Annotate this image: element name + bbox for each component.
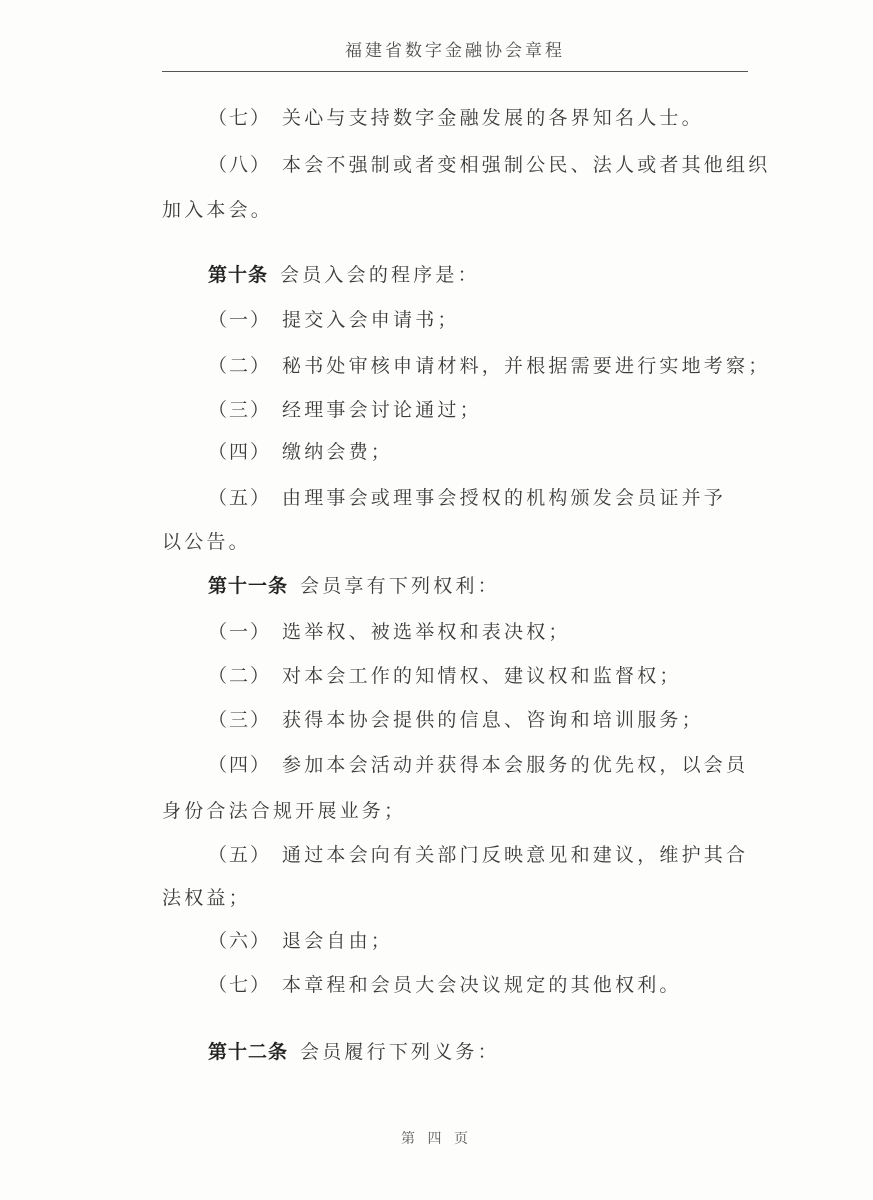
list-item [208, 103, 808, 133]
item-marker: （二） [208, 665, 272, 687]
item-marker: （七） [208, 974, 272, 996]
item-text: 秘书处审核申请材料，并根据需要进行实地考察； [282, 355, 771, 377]
item-text: 本章程和会员大会决议规定的其他权利。 [282, 974, 682, 996]
item-marker: （三） [208, 399, 272, 421]
item-text: 提交入会申请书； [282, 309, 460, 331]
list-item [208, 661, 808, 691]
item-text: 加入本会。 [162, 199, 274, 221]
article-number: 第十条 [208, 264, 269, 286]
item-marker: （五） [208, 487, 272, 509]
continuation-line [162, 883, 762, 913]
item-text: 获得本协会提供的信息、咨询和培训服务； [282, 709, 704, 731]
item-text: 本会不强制或者变相强制公民、法人或者其他组织 [282, 154, 771, 176]
continuation-line [162, 796, 762, 826]
list-item [208, 705, 808, 735]
item-text: 缴纳会费； [282, 441, 394, 463]
item-marker: （八） [208, 154, 272, 176]
item-marker: （三） [208, 709, 272, 731]
list-item [208, 150, 808, 180]
item-marker: （二） [208, 355, 272, 377]
list-item [208, 617, 808, 647]
item-marker: （七） [208, 107, 272, 129]
item-text: 由理事会或理事会授权的机构颁发会员证并予 [282, 487, 727, 509]
continuation-line [162, 195, 762, 225]
item-text: 通过本会向有关部门反映意见和建议，维护其合 [282, 844, 749, 866]
list-item [208, 970, 808, 1000]
article-text: 会员享有下列权利： [300, 575, 500, 597]
item-text: 参加本会活动并获得本会服务的优先权，以会员 [282, 754, 749, 776]
header-title: 福建省数字金融协会章程 [345, 41, 565, 61]
item-text: 退会自由； [282, 930, 394, 952]
continuation-line [162, 527, 762, 557]
article-heading [208, 1037, 808, 1067]
list-item [208, 395, 808, 425]
article-heading [208, 571, 808, 601]
article-number: 第十二条 [208, 1041, 289, 1063]
list-item [208, 305, 808, 335]
list-item [208, 437, 808, 467]
page-number: 第 四 页 [401, 1131, 472, 1147]
item-text: 选举权、被选举权和表决权； [282, 621, 571, 643]
article-text: 会员入会的程序是： [280, 264, 480, 286]
item-marker: （六） [208, 930, 272, 952]
item-text: 经理事会讨论通过； [282, 399, 482, 421]
item-text: 身份合法合规开展业务； [162, 800, 407, 822]
article-text: 会员履行下列义务： [300, 1041, 500, 1063]
item-text: 法权益； [162, 887, 251, 909]
list-item [208, 840, 808, 870]
list-item [208, 351, 808, 381]
header-rule [162, 71, 748, 72]
item-text: 关心与支持数字金融发展的各界知名人士。 [282, 107, 704, 129]
list-item [208, 926, 808, 956]
list-item [208, 750, 808, 780]
item-text: 以公告。 [162, 531, 251, 553]
article-heading [208, 260, 808, 290]
item-marker: （一） [208, 621, 272, 643]
item-text: 对本会工作的知情权、建议权和监督权； [282, 665, 682, 687]
article-number: 第十一条 [208, 575, 289, 597]
item-marker: （四） [208, 754, 272, 776]
item-marker: （五） [208, 844, 272, 866]
item-marker: （一） [208, 309, 272, 331]
item-marker: （四） [208, 441, 272, 463]
list-item [208, 483, 808, 513]
